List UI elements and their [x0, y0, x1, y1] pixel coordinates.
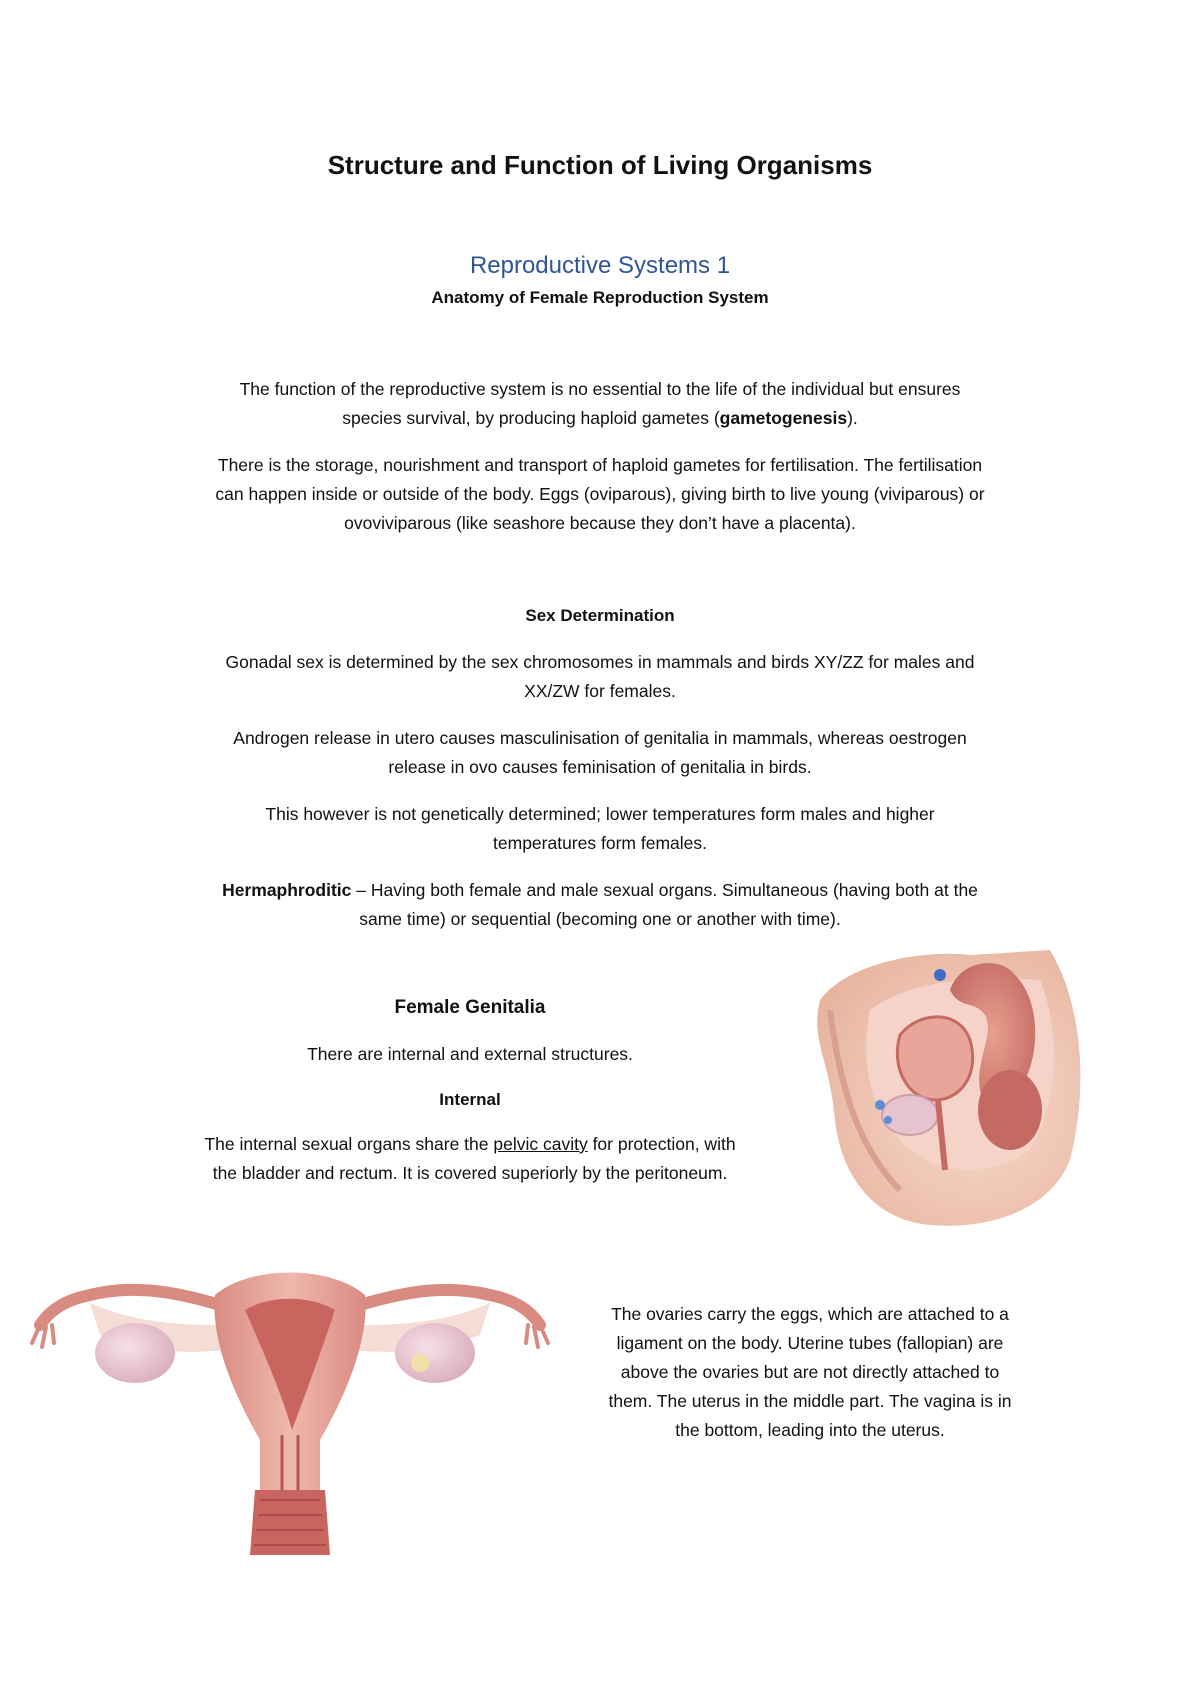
section-subtitle: Anatomy of Female Reproduction System — [431, 288, 769, 307]
sex-det-paragraph-1 — [0, 648, 1200, 706]
female-genitalia-heading: Female Genitalia — [394, 997, 546, 1018]
sex-det-p1-line2: XX/ZW for females. — [524, 681, 676, 701]
vessel-dot-2 — [884, 1116, 892, 1124]
follicle — [411, 1354, 429, 1372]
internal-paragraph — [140, 1130, 800, 1188]
internal-heading: Internal — [439, 1090, 501, 1109]
sex-determination-heading: Sex Determination — [525, 606, 675, 625]
pelvic-cavity-link[interactable]: pelvic cavity — [493, 1134, 588, 1154]
sex-det-p1-line1: Gonadal sex is determined by the sex chromosomes in mammals and birds XY/ZZ for males and — [225, 652, 975, 672]
document-title: Structure and Function of Living Organisms — [327, 150, 873, 180]
sex-det-paragraph-3 — [0, 800, 1200, 858]
intro-p1-line2-post: ). — [847, 408, 858, 428]
sex-det-p4-line1-rest: – Having both female and male sexual organs. Simultaneous (having both at the — [351, 880, 978, 900]
ovaries-line3: above the ovaries but are not directly attached to — [620, 1362, 1000, 1382]
intro-p2-line2: can happen inside or outside of the body. Eggs (oviparous), giving birth to live young (viviparous) or — [215, 484, 985, 504]
intro-p2-line1: There is the storage, nourishment and transport of haploid gametes for fertilisation. The fertilisation — [217, 455, 983, 475]
sex-det-p3-line1: This however is not genetically determined; lower temperatures form males and higher — [265, 804, 935, 824]
hermaphroditic-term: Hermaphroditic — [222, 880, 352, 900]
internal-line1-pre: The internal sexual organs share the — [204, 1134, 494, 1154]
sex-det-p4-line2: same time) or sequential (becoming one or another with time). — [359, 909, 841, 929]
intro-p1-line1: The function of the reproductive system is no essential to the life of the individual but ensures — [239, 379, 961, 399]
female-genitalia-intro: There are internal and external structures. — [307, 1044, 633, 1064]
uterus-illustration — [20, 1255, 560, 1555]
ovaries-line4: them. The uterus in the middle part. The vagina is in — [608, 1391, 1012, 1411]
section-title: Reproductive Systems 1 — [469, 252, 731, 279]
intro-p1-line2-pre: species survival, by producing haploid gametes ( — [342, 408, 720, 428]
sex-det-p2-line1: Androgen release in utero causes masculinisation of genitalia in mammals, whereas oestrogen — [233, 728, 967, 748]
bladder-shape — [882, 1095, 938, 1135]
sex-det-paragraph-2 — [0, 724, 1200, 782]
ovaries-line1: The ovaries carry the eggs, which are attached to a — [611, 1304, 1009, 1324]
intro-paragraph-2 — [0, 451, 1200, 538]
vessel-dot-3 — [934, 969, 946, 981]
intro-paragraph-1 — [0, 375, 1200, 433]
pelvis-illustration — [810, 940, 1090, 1230]
right-ovary — [395, 1323, 475, 1383]
sex-det-p4-line1 — [0, 876, 1200, 905]
sex-det-p3-line2: temperatures form females. — [493, 833, 707, 853]
vessel-dot-1 — [875, 1100, 885, 1110]
intro-p1-bold-term: gametogenesis — [719, 408, 848, 428]
internal-line1-post: for protection, with — [587, 1134, 736, 1154]
intro-p1-line2 — [0, 404, 1200, 433]
sex-det-paragraph-4 — [0, 876, 1200, 934]
rectum-shape — [978, 1070, 1042, 1150]
sex-det-p2-line2: release in ovo causes feminisation of genitalia in birds. — [388, 757, 812, 777]
intro-p2-line3: ovoviviparous (like seashore because they don’t have a placenta). — [344, 513, 856, 533]
ovaries-paragraph — [560, 1300, 1060, 1445]
ovaries-line5: the bottom, leading into the uterus. — [675, 1420, 945, 1440]
internal-line2: the bladder and rectum. It is covered superiorly by the peritoneum. — [212, 1163, 728, 1183]
internal-line1 — [140, 1130, 800, 1159]
uterus-sagittal-shape — [897, 1017, 972, 1100]
ovaries-line2: ligament on the body. Uterine tubes (fallopian) are — [616, 1333, 1004, 1353]
left-ovary — [95, 1323, 175, 1383]
